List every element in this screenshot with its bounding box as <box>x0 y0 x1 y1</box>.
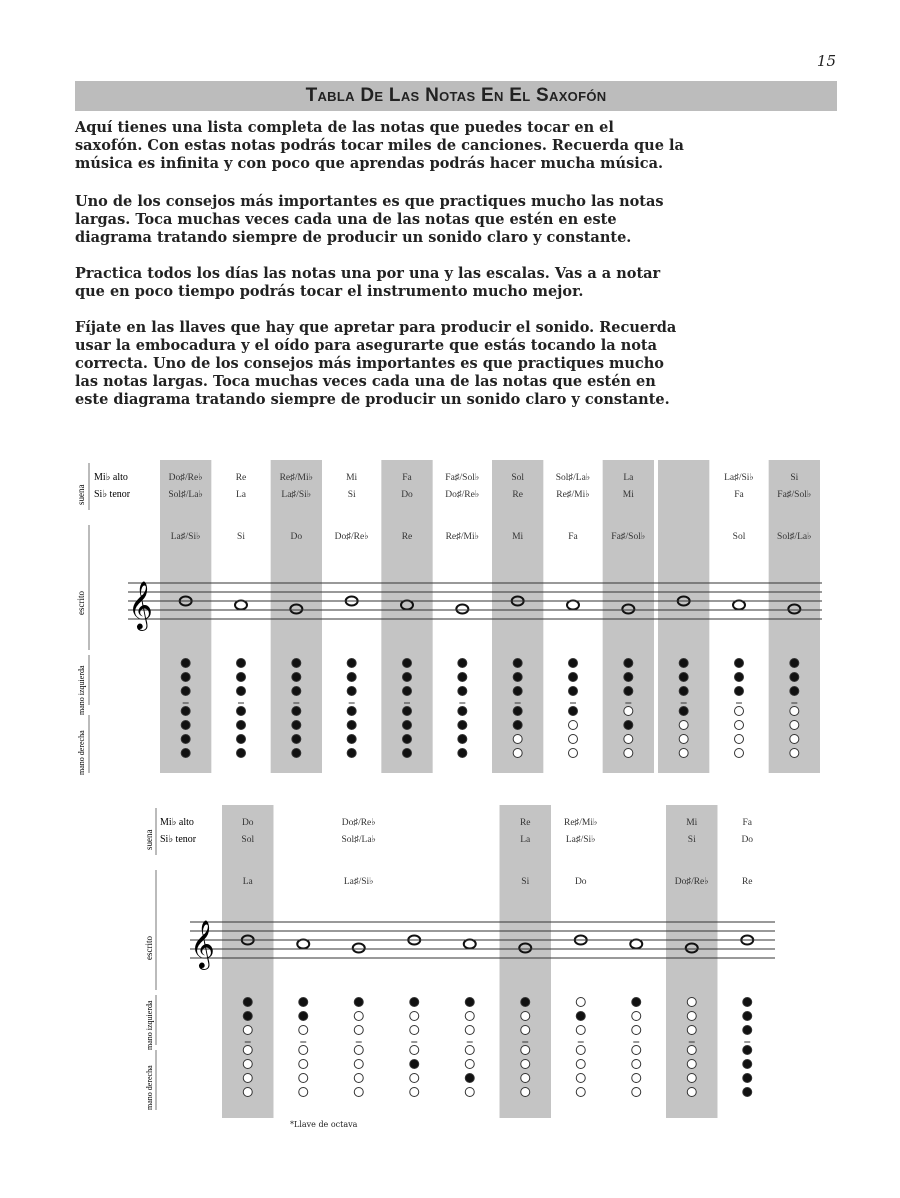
open-key-dot <box>735 721 744 730</box>
note-column <box>769 460 820 773</box>
closed-key-dot <box>735 659 744 668</box>
closed-key-dot <box>181 735 190 744</box>
note-column <box>381 460 432 773</box>
open-key-dot <box>576 1088 585 1097</box>
chart2-side-labels <box>144 808 197 1110</box>
closed-key-dot <box>237 721 246 730</box>
written-note-label: Do <box>290 532 303 542</box>
closed-key-dot <box>458 659 467 668</box>
closed-key-dot <box>790 687 799 696</box>
note-column <box>160 460 211 773</box>
written-note-label: Re <box>401 532 413 542</box>
sounding-alto-label: Fa <box>402 473 412 483</box>
open-key-dot <box>299 1060 308 1069</box>
closed-key-dot <box>521 998 530 1007</box>
closed-key-dot <box>181 749 190 758</box>
closed-key-dot <box>735 687 744 696</box>
sounding-alto-label: Re♯/Mi♭ <box>279 473 314 483</box>
written-note-label: La♯/Si♭ <box>343 877 374 887</box>
sounding-tenor-label: Mi <box>622 490 634 500</box>
closed-key-dot <box>181 673 190 682</box>
closed-key-dot <box>237 707 246 716</box>
sounding-tenor-label: Re♯/Mi♭ <box>556 490 590 500</box>
open-key-dot <box>569 721 578 730</box>
open-key-dot <box>576 1060 585 1069</box>
sounding-alto-label: Re <box>519 818 531 828</box>
written-note-label: Do♯/Re♭ <box>674 877 709 887</box>
paragraph-3: Practica todos los días las notas una por una y las escalas. Vas a a notar que en poco tiempo podrás tocar el instrumento mucho mejor. <box>75 265 661 300</box>
open-key-dot <box>687 998 696 1007</box>
closed-key-dot <box>292 687 301 696</box>
closed-key-dot <box>458 749 467 758</box>
sounding-alto-label: La♯/Si♭ <box>724 473 754 483</box>
mano-izquierda-label-2: mano izquierda <box>145 1000 154 1050</box>
open-key-dot <box>679 721 688 730</box>
page-number: 15 <box>816 52 836 70</box>
open-key-dot <box>299 1026 308 1035</box>
closed-key-dot <box>292 707 301 716</box>
sounding-alto-label: Mi <box>346 473 358 483</box>
closed-key-dot <box>403 673 412 682</box>
note-column <box>464 940 476 1097</box>
open-key-dot <box>687 1088 696 1097</box>
closed-key-dot <box>181 687 190 696</box>
written-note-label: Mi <box>512 532 524 542</box>
closed-key-dot <box>624 721 633 730</box>
chart1-staff <box>128 581 822 631</box>
closed-key-dot <box>735 673 744 682</box>
closed-key-dot <box>403 749 412 758</box>
open-key-dot <box>354 1074 363 1083</box>
closed-key-dot <box>458 735 467 744</box>
open-key-dot <box>243 1060 252 1069</box>
open-key-dot <box>790 707 799 716</box>
fingering-chart-1 <box>0 455 900 775</box>
sounding-alto-label: Do <box>241 818 254 828</box>
open-key-dot <box>735 749 744 758</box>
open-key-dot <box>735 707 744 716</box>
open-key-dot <box>243 1074 252 1083</box>
open-key-dot <box>354 1088 363 1097</box>
note-column <box>658 460 709 773</box>
closed-key-dot <box>632 998 641 1007</box>
sounding-tenor-label: Do <box>401 490 413 500</box>
sounding-alto-label: Fa <box>742 818 752 828</box>
paragraph-2: Uno de los consejos más importantes es que practiques mucho las notas largas. Toca muchas veces cada una de las notas que estén en este diagrama tratando siempre de producir un sonido claro y constante. <box>75 193 664 246</box>
sounding-tenor-label: Do <box>741 835 754 845</box>
open-key-dot <box>735 735 744 744</box>
sounding-tenor-label: Sol♯/La♭ <box>168 490 203 500</box>
note-column <box>666 805 718 1118</box>
column-highlight <box>222 805 274 1118</box>
closed-key-dot <box>403 687 412 696</box>
open-key-dot <box>465 1012 474 1021</box>
written-note-label: La♯/Si♭ <box>170 532 201 542</box>
open-key-dot <box>624 749 633 758</box>
open-key-dot <box>679 749 688 758</box>
closed-key-dot <box>237 673 246 682</box>
written-note-label: Si <box>237 532 245 542</box>
alto-label: Mi♭ alto <box>94 472 128 483</box>
closed-key-dot <box>513 673 522 682</box>
written-note-label: Fa♯/Sol♭ <box>611 532 646 542</box>
treble-clef-icon: 𝄞 <box>190 922 215 968</box>
open-key-dot <box>521 1060 530 1069</box>
closed-key-dot <box>403 735 412 744</box>
closed-key-dot <box>743 998 752 1007</box>
closed-key-dot <box>743 1074 752 1083</box>
open-key-dot <box>576 998 585 1007</box>
footnote: *Llave de octava <box>290 1120 358 1129</box>
sounding-tenor-label: Re <box>512 490 523 500</box>
open-key-dot <box>624 707 633 716</box>
closed-key-dot <box>237 687 246 696</box>
closed-key-dot <box>181 707 190 716</box>
written-note-label: Re <box>741 877 753 887</box>
closed-key-dot <box>624 659 633 668</box>
page-title: Tabla De Las Notas En El Saxofón <box>75 81 837 111</box>
open-key-dot <box>354 1046 363 1055</box>
closed-key-dot <box>181 721 190 730</box>
open-key-dot <box>790 721 799 730</box>
sounding-tenor-label: La <box>235 490 247 500</box>
open-key-dot <box>687 1046 696 1055</box>
closed-key-dot <box>403 659 412 668</box>
note-column <box>556 473 591 758</box>
closed-key-dot <box>513 659 522 668</box>
open-key-dot <box>465 1046 474 1055</box>
sounding-alto-label: Do♯/Re♭ <box>168 473 203 483</box>
note-column <box>271 460 322 773</box>
closed-key-dot <box>679 707 688 716</box>
written-note-label: Do <box>574 877 587 887</box>
sounding-tenor-label: Sol <box>241 835 255 845</box>
closed-key-dot <box>624 687 633 696</box>
suena-label: suena <box>76 484 86 505</box>
closed-key-dot <box>743 1046 752 1055</box>
note-column <box>445 473 479 758</box>
sounding-tenor-label: Si <box>347 490 356 500</box>
open-key-dot <box>632 1074 641 1083</box>
tenor-label-2: Si♭ tenor <box>160 834 197 845</box>
closed-key-dot <box>679 687 688 696</box>
written-note-label: Si <box>521 877 530 887</box>
treble-clef-icon: 𝄞 <box>128 583 153 629</box>
closed-key-dot <box>743 1012 752 1021</box>
sounding-alto-label: Fa♯/Sol♭ <box>445 473 480 483</box>
note-column <box>235 473 247 758</box>
open-key-dot <box>521 1026 530 1035</box>
closed-key-dot <box>410 998 419 1007</box>
fingering-chart-2 <box>0 800 900 1120</box>
closed-key-dot <box>458 687 467 696</box>
written-note-label: Fa <box>568 532 578 542</box>
sounding-tenor-label: La♯/Si♭ <box>565 835 596 845</box>
open-key-dot <box>569 735 578 744</box>
open-key-dot <box>632 1012 641 1021</box>
closed-key-dot <box>410 1060 419 1069</box>
open-key-dot <box>632 1046 641 1055</box>
sounding-alto-label: La <box>623 473 634 483</box>
closed-key-dot <box>569 687 578 696</box>
whole-note <box>733 601 745 610</box>
open-key-dot <box>299 1074 308 1083</box>
closed-key-dot <box>243 1012 252 1021</box>
open-key-dot <box>354 1012 363 1021</box>
closed-key-dot <box>299 1012 308 1021</box>
open-key-dot <box>243 1088 252 1097</box>
open-key-dot <box>465 1060 474 1069</box>
whole-note <box>464 940 476 949</box>
open-key-dot <box>576 1046 585 1055</box>
column-highlight <box>666 805 718 1118</box>
column-highlight <box>500 805 552 1118</box>
whole-note <box>567 601 579 610</box>
note-column <box>297 940 309 1097</box>
closed-key-dot <box>513 707 522 716</box>
sounding-alto-label: Re <box>235 473 247 483</box>
closed-key-dot <box>243 998 252 1007</box>
open-key-dot <box>465 1088 474 1097</box>
sounding-alto-label: Sol♯/La♭ <box>555 473 591 483</box>
closed-key-dot <box>292 749 301 758</box>
whole-note <box>353 944 365 953</box>
note-column <box>341 818 376 1097</box>
sounding-alto-label: Sol <box>511 473 525 483</box>
whole-note <box>456 605 468 614</box>
closed-key-dot <box>624 673 633 682</box>
sounding-alto-label: Si <box>790 473 799 483</box>
closed-key-dot <box>292 659 301 668</box>
sounding-tenor-label: La <box>520 835 531 845</box>
written-note-label: Sol♯/La♭ <box>777 532 812 542</box>
alto-label-2: Mi♭ alto <box>160 817 194 828</box>
open-key-dot <box>465 1026 474 1035</box>
closed-key-dot <box>679 659 688 668</box>
sounding-alto-label: Re♯/Mi♭ <box>563 818 598 828</box>
open-key-dot <box>687 1026 696 1035</box>
open-key-dot <box>410 1088 419 1097</box>
open-key-dot <box>243 1046 252 1055</box>
open-key-dot <box>521 1074 530 1083</box>
note-column <box>741 818 753 1097</box>
closed-key-dot <box>465 1074 474 1083</box>
closed-key-dot <box>292 673 301 682</box>
note-column <box>492 460 543 773</box>
closed-key-dot <box>181 659 190 668</box>
open-key-dot <box>521 1046 530 1055</box>
sounding-tenor-label: Sol♯/La♭ <box>341 835 377 845</box>
paragraph-4: Fíjate en las llaves que hay que apretar para producir el sonido. Recuerda usar la embocadura y el oído para asegurarte que estás tocando la nota correcta. Uno de los consejos más importantes es que practiques mucho las notas largas. Toca muchas veces cada una de las notas que estén en este diagrama tratando siempre de producir un sonido claro y constante. <box>75 319 677 408</box>
closed-key-dot <box>458 721 467 730</box>
closed-key-dot <box>513 687 522 696</box>
closed-key-dot <box>347 673 356 682</box>
open-key-dot <box>576 1026 585 1035</box>
closed-key-dot <box>679 673 688 682</box>
closed-key-dot <box>354 998 363 1007</box>
tenor-label: Si♭ tenor <box>94 489 131 500</box>
open-key-dot <box>410 1074 419 1083</box>
open-key-dot <box>243 1026 252 1035</box>
closed-key-dot <box>743 1026 752 1035</box>
open-key-dot <box>632 1060 641 1069</box>
closed-key-dot <box>569 673 578 682</box>
whole-note <box>235 601 247 610</box>
escrito-label: escrito <box>76 591 86 615</box>
open-key-dot <box>410 1046 419 1055</box>
open-key-dot <box>687 1060 696 1069</box>
closed-key-dot <box>292 721 301 730</box>
open-key-dot <box>632 1088 641 1097</box>
open-key-dot <box>679 735 688 744</box>
suena-label-2: suena <box>144 829 154 850</box>
note-column <box>603 460 654 773</box>
closed-key-dot <box>576 1012 585 1021</box>
closed-key-dot <box>569 707 578 716</box>
mano-derecha-label-2: mano derecha <box>145 1065 154 1110</box>
open-key-dot <box>410 1026 419 1035</box>
open-key-dot <box>299 1088 308 1097</box>
note-column <box>724 473 754 758</box>
note-column <box>408 936 420 1097</box>
open-key-dot <box>569 749 578 758</box>
closed-key-dot <box>292 735 301 744</box>
sounding-tenor-label: Fa♯/Sol♭ <box>777 490 812 500</box>
note-column <box>630 940 642 1097</box>
closed-key-dot <box>790 673 799 682</box>
open-key-dot <box>790 735 799 744</box>
sounding-tenor-label: La♯/Si♭ <box>281 490 312 500</box>
open-key-dot <box>687 1074 696 1083</box>
open-key-dot <box>790 749 799 758</box>
closed-key-dot <box>403 707 412 716</box>
mano-derecha-label: mano derecha <box>77 730 86 775</box>
open-key-dot <box>354 1026 363 1035</box>
chart1-side-labels <box>76 463 131 775</box>
closed-key-dot <box>790 659 799 668</box>
closed-key-dot <box>347 707 356 716</box>
note-column <box>500 805 552 1118</box>
open-key-dot <box>521 1088 530 1097</box>
open-key-dot <box>410 1012 419 1021</box>
note-column <box>335 473 369 758</box>
note-column <box>564 818 598 1097</box>
open-key-dot <box>299 1046 308 1055</box>
closed-key-dot <box>347 749 356 758</box>
sounding-alto-label: Mi <box>686 818 698 828</box>
open-key-dot <box>576 1074 585 1083</box>
sounding-tenor-label: Fa <box>734 490 744 500</box>
open-key-dot <box>513 735 522 744</box>
closed-key-dot <box>569 659 578 668</box>
closed-key-dot <box>743 1088 752 1097</box>
closed-key-dot <box>347 687 356 696</box>
sounding-alto-label: Do♯/Re♭ <box>341 818 376 828</box>
closed-key-dot <box>237 749 246 758</box>
closed-key-dot <box>347 735 356 744</box>
written-note-label: Sol <box>732 532 746 542</box>
closed-key-dot <box>237 659 246 668</box>
open-key-dot <box>354 1060 363 1069</box>
closed-key-dot <box>403 721 412 730</box>
note-column <box>222 805 274 1118</box>
sounding-tenor-label: Do♯/Re♭ <box>445 490 480 500</box>
open-key-dot <box>521 1012 530 1021</box>
escrito-label-2: escrito <box>144 936 154 960</box>
mano-izquierda-label: mano izquierda <box>77 665 86 715</box>
paragraph-1: Aquí tienes una lista completa de las notas que puedes tocar en el saxofón. Con estas notas podrás tocar miles de canciones. Recuerda que la música es infinita y con poco que aprendas podrás hacer mucha música. <box>75 119 684 172</box>
closed-key-dot <box>513 721 522 730</box>
closed-key-dot <box>347 721 356 730</box>
written-note-label: La <box>242 877 253 887</box>
closed-key-dot <box>743 1060 752 1069</box>
open-key-dot <box>513 749 522 758</box>
closed-key-dot <box>347 659 356 668</box>
open-key-dot <box>624 735 633 744</box>
open-key-dot <box>632 1026 641 1035</box>
written-note-label: Re♯/Mi♭ <box>445 532 480 542</box>
closed-key-dot <box>458 673 467 682</box>
closed-key-dot <box>237 735 246 744</box>
whole-note <box>297 940 309 949</box>
open-key-dot <box>687 1012 696 1021</box>
closed-key-dot <box>299 998 308 1007</box>
closed-key-dot <box>465 998 474 1007</box>
whole-note <box>630 940 642 949</box>
written-note-label: Do♯/Re♭ <box>334 532 369 542</box>
sounding-tenor-label: Si <box>687 835 696 845</box>
closed-key-dot <box>458 707 467 716</box>
